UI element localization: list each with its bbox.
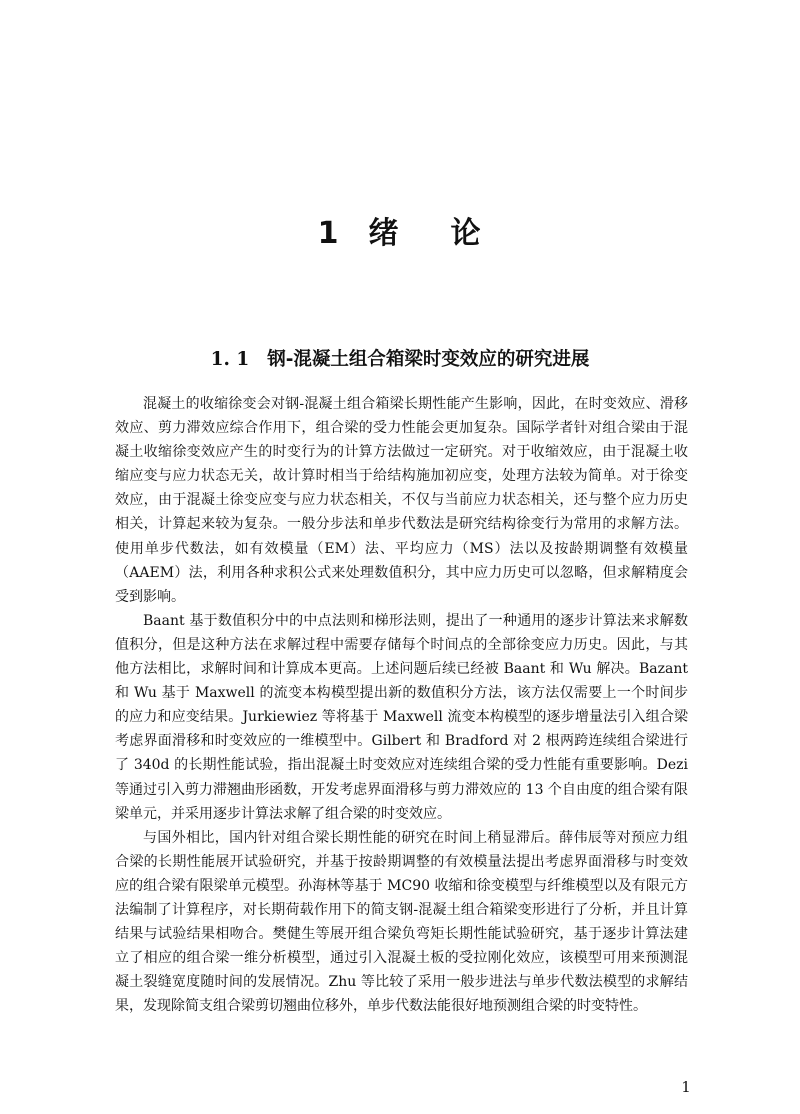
- paragraph-2: Baant 基于数值积分中的中点法则和梯形法则，提出了一种通用的逐步计算法来求解数值积分，但是这种方法在求解过程中需要存储每个时间点的全部徐变应力历史。因此，与其他方法相比，求解时间和计算成本更高。上述问题后续已经被 Baant 和 Wu 解决。Bazant 和 Wu 基于 Maxwell 的流变本构模型提出新的数值积分方法，该方法仅需要上一个时间步的应力和应变结果。Jurkiewiez 等将基于 Maxwell 流变本构模型的逐步增量法引入组合梁考虑界面滑移和时变效应的一维模型中。Gilbert 和 Bradford 对 2 根两跨连续组合梁进行了 340d 的长期性能试验，指出混凝土时变效应对连续组合梁的受力性能有重要影响。Dezi 等通过引入剪力滞翘曲形函数，开发考虑界面滑移与剪力滞效应的 13 个自由度的组合梁有限梁单元，并采用逐步计算法求解了组合梁的时变效应。: [115, 612, 688, 822]
- chapter-title-char-1: 绪: [368, 216, 401, 251]
- body-text: [115, 392, 688, 1018]
- section-number: 1. 1: [210, 349, 250, 370]
- section-title: [0, 345, 800, 371]
- chapter-number: 1: [317, 216, 341, 251]
- paragraph-1: 混凝土的收缩徐变会对钢-混凝土组合箱梁长期性能产生影响，因此，在时变效应、滑移效应、剪力滞效应综合作用下，组合梁的受力性能会更加复杂。国际学者针对组合梁由于混凝土收缩徐变效应产生的时变行为的计算方法做过一定研究。对于收缩效应，由于混凝土收缩应变与应力状态无关，故计算时相当于给结构施加初应变，处理方法较为简单。对于徐变效应，由于混凝土徐变应变与应力状态相关，不仅与当前应力状态相关，还与整个应力历史相关，计算起来较为复杂。一般分步法和单步代数法是研究结构徐变行为常用的求解方法。使用单步代数法，如有效模量（EM）法、平均应力（MS）法以及按龄期调整有效模量（AAEM）法，利用各种求积公式来处理数值积分，其中应力历史可以忽略，但求解精度会受到影响。: [115, 396, 688, 605]
- page-number: 1: [681, 1078, 691, 1096]
- chapter-title-char-2: 论: [450, 216, 483, 251]
- section-title-text: 钢-混凝土组合箱梁时变效应的研究进展: [267, 349, 590, 370]
- paragraph-3: 与国外相比，国内针对组合梁长期性能的研究在时间上稍显滞后。薛伟辰等对预应力组合梁的长期性能展开试验研究，并基于按龄期调整的有效模量法提出考虑界面滑移与时变效应的组合梁有限梁单元模型。孙海林等基于 MC90 收缩和徐变模型与纤维模型以及有限元方法编制了计算程序，对长期荷载作用下的简支钢-混凝土组合箱梁变形进行了分析，并且计算结果与试验结果相吻合。樊健生等展开组合梁负弯矩长期性能试验研究，基于逐步计算法建立了相应的组合梁一维分析模型，通过引入混凝土板的受拉刚化效应，该模型可用来预测混凝土裂缝宽度随时间的发展情况。Zhu 等比较了采用一般步进法与单步代数法模型的求解结果，发现除简支组合梁剪切翘曲位移外，单步代数法能很好地预测组合梁的时变特性。: [115, 829, 688, 1015]
- chapter-title: [0, 208, 800, 252]
